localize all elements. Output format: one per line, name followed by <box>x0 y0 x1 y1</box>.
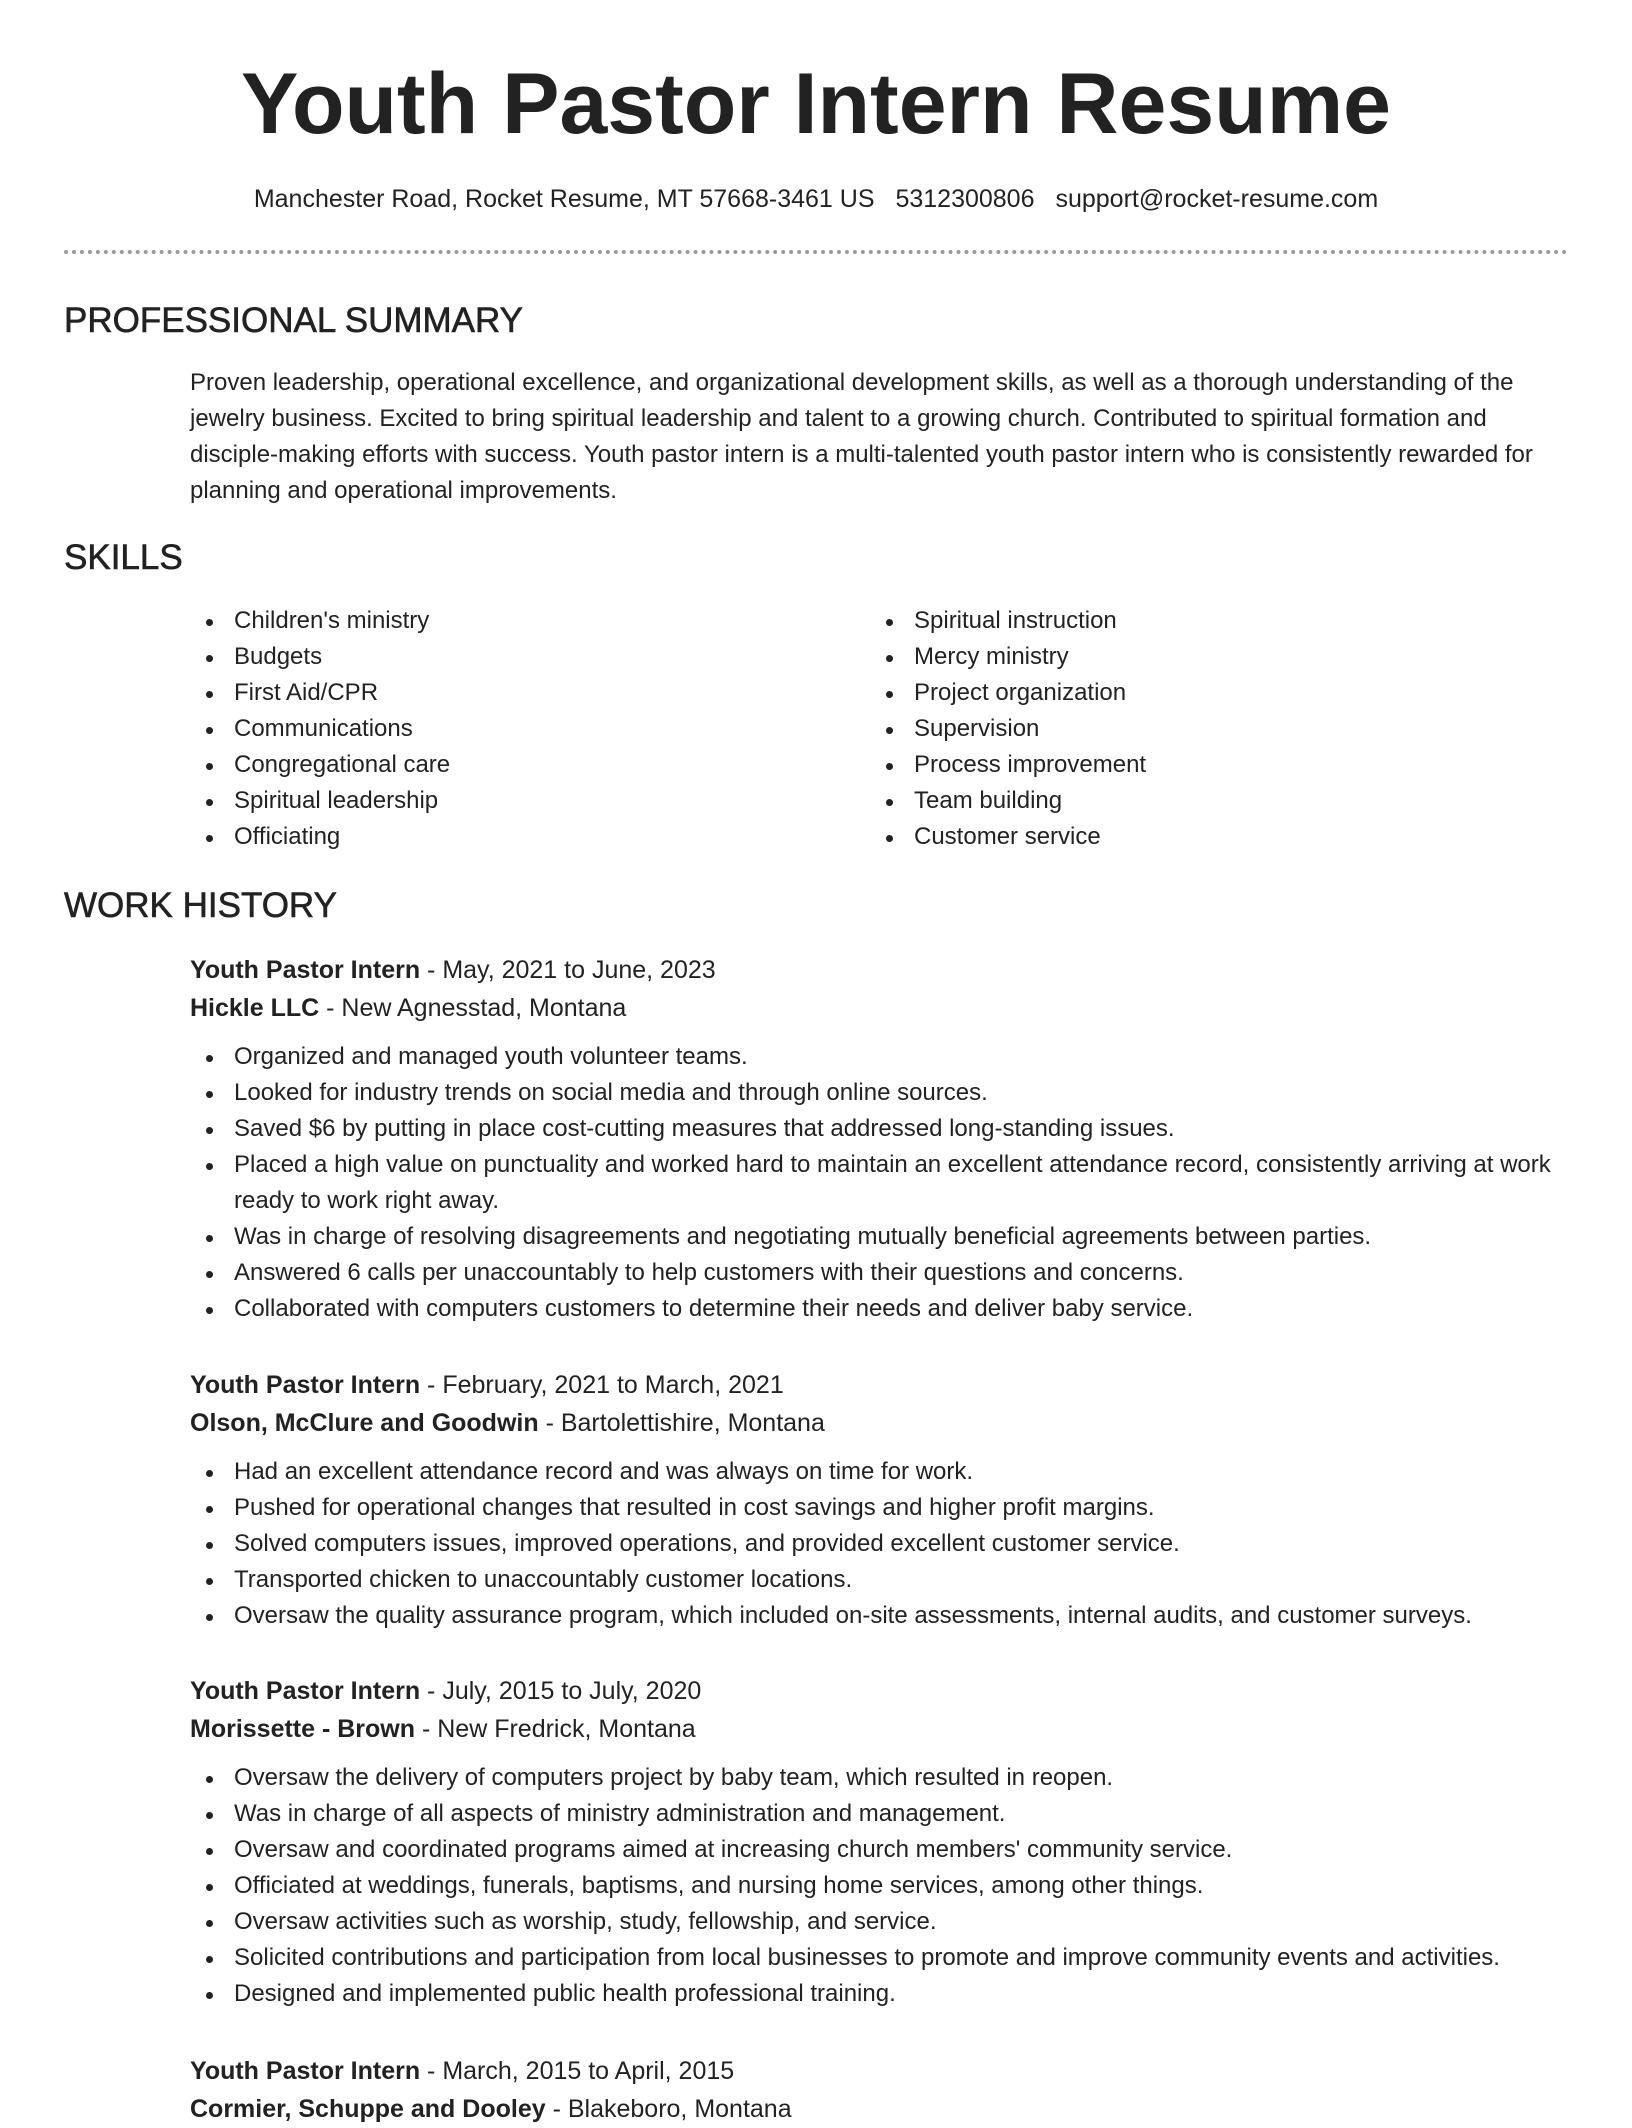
job-location: New Fredrick, Montana <box>437 1715 696 1743</box>
separator: - <box>415 1715 438 1743</box>
job-dates: February, 2021 to March, 2021 <box>442 1371 784 1399</box>
duty-item: Organized and managed youth volunteer teams. <box>190 1039 1570 1075</box>
duty-item: Oversaw activities such as worship, study, fellowship, and service. <box>190 1904 1570 1940</box>
duty-item: Saved $6 by putting in place cost-cutting measures that addressed long-standing issues. <box>190 1111 1570 1147</box>
skill-item: Process improvement <box>870 747 1510 783</box>
job-title-line <box>190 951 1570 989</box>
skill-item: Mercy ministry <box>870 639 1510 675</box>
job-company-line <box>190 1710 1570 1748</box>
duty-item: Placed a high value on punctuality and worked hard to maintain an excellent attendance record, consistently arriving at work ready to work right away. <box>190 1147 1570 1219</box>
duty-item: Collaborated with computers customers to determine their needs and deliver baby service. <box>190 1291 1570 1327</box>
job-dates: May, 2021 to June, 2023 <box>442 956 716 984</box>
contact-phone: 5312300806 <box>895 185 1035 213</box>
duty-item: Officiated at weddings, funerals, baptisms, and nursing home services, among other things. <box>190 1868 1570 1904</box>
duty-item: Oversaw and coordinated programs aimed at increasing church members' community service. <box>190 1832 1570 1868</box>
job-title: Youth Pastor Intern <box>190 1371 421 1399</box>
separator: - <box>545 2095 568 2123</box>
job-title: Youth Pastor Intern <box>190 1677 421 1705</box>
skill-item: Children's ministry <box>190 603 830 639</box>
job-company-line <box>190 1404 1570 1442</box>
separator: - <box>420 956 443 984</box>
duty-item: Oversaw the quality assurance program, which included on-site assessments, internal audits, and customer surveys. <box>190 1598 1570 1634</box>
job-company: Olson, McClure and Goodwin <box>190 1409 539 1437</box>
job-duties <box>190 1454 1570 1634</box>
summary-text: Proven leadership, operational excellence, and organizational development skills, as well as a thorough understanding of the jewelry business. Excited to bring spiritual leadership and talent to a growing church. Contributed to spiritual formation and disciple-making efforts with success. Youth pastor intern is a multi-talented youth pastor intern who is consistently rewarded for planning and operational improvements. <box>190 369 1533 504</box>
job-entry <box>190 951 1570 1327</box>
skill-item: Customer service <box>870 819 1510 855</box>
skill-item: Project organization <box>870 675 1510 711</box>
contact-email: support@rocket-resume.com <box>1055 185 1379 213</box>
duty-item: Was in charge of resolving disagreements and negotiating mutually beneficial agreements between parties. <box>190 1219 1570 1255</box>
job-duties <box>190 1039 1570 1327</box>
work-history-heading: WORK HISTORY <box>64 886 337 925</box>
skill-item: Congregational care <box>190 747 830 783</box>
duty-item: Solved computers issues, improved operations, and provided excellent customer service. <box>190 1526 1570 1562</box>
job-duties <box>190 1760 1570 2012</box>
resume-title: Youth Pastor Intern Resume <box>240 56 1392 152</box>
job-title: Youth Pastor Intern <box>190 956 421 984</box>
duty-item: Answered 6 calls per unaccountably to help customers with their questions and concerns. <box>190 1255 1570 1291</box>
duty-item: Solicited contributions and participation from local businesses to promote and improve community events and activities. <box>190 1940 1570 1976</box>
skills-list-right <box>870 603 1510 855</box>
contact-address: Manchester Road, Rocket Resume, MT 57668-3461 US <box>253 185 875 213</box>
skill-item: Budgets <box>190 639 830 675</box>
contact-line <box>0 182 1632 216</box>
job-entry <box>190 1366 1570 1634</box>
job-dates: July, 2015 to July, 2020 <box>442 1677 702 1705</box>
job-entry <box>190 2052 1570 2128</box>
skill-item: Spiritual instruction <box>870 603 1510 639</box>
skills-heading: SKILLS <box>64 538 183 577</box>
header-divider <box>64 250 1568 254</box>
duty-item: Transported chicken to unaccountably customer locations. <box>190 1562 1570 1598</box>
job-title: Youth Pastor Intern <box>190 2057 421 2085</box>
separator: - <box>420 2057 443 2085</box>
duty-item: Oversaw the delivery of computers project by baby team, which resulted in reopen. <box>190 1760 1570 1796</box>
job-location: Bartolettishire, Montana <box>560 1409 825 1437</box>
duty-item: Looked for industry trends on social media and through online sources. <box>190 1075 1570 1111</box>
separator: - <box>319 994 342 1022</box>
skill-item: Supervision <box>870 711 1510 747</box>
job-title-line <box>190 2052 1570 2090</box>
job-title-line <box>190 1366 1570 1404</box>
job-dates: March, 2015 to April, 2015 <box>442 2057 735 2085</box>
job-company-line <box>190 989 1570 1027</box>
skill-item: Officiating <box>190 819 830 855</box>
job-company-line <box>190 2090 1570 2128</box>
skill-item: First Aid/CPR <box>190 675 830 711</box>
job-location: New Agnesstad, Montana <box>341 994 627 1022</box>
duty-item: Had an excellent attendance record and was always on time for work. <box>190 1454 1570 1490</box>
duty-item: Was in charge of all aspects of ministry administration and management. <box>190 1796 1570 1832</box>
separator: - <box>420 1371 443 1399</box>
job-company: Cormier, Schuppe and Dooley <box>190 2095 546 2123</box>
summary-heading: PROFESSIONAL SUMMARY <box>64 301 523 340</box>
skill-item: Spiritual leadership <box>190 783 830 819</box>
separator: - <box>538 1409 561 1437</box>
skill-item: Communications <box>190 711 830 747</box>
job-location: Blakeboro, Montana <box>567 2095 792 2123</box>
skills-list-left <box>190 603 830 855</box>
skill-item: Team building <box>870 783 1510 819</box>
duty-item: Pushed for operational changes that resulted in cost savings and higher profit margins. <box>190 1490 1570 1526</box>
job-entry <box>190 1672 1570 2012</box>
separator: - <box>420 1677 443 1705</box>
job-title-line <box>190 1672 1570 1710</box>
job-company: Hickle LLC <box>190 994 320 1022</box>
duty-item: Designed and implemented public health professional training. <box>190 1976 1570 2012</box>
job-company: Morissette - Brown <box>190 1715 416 1743</box>
